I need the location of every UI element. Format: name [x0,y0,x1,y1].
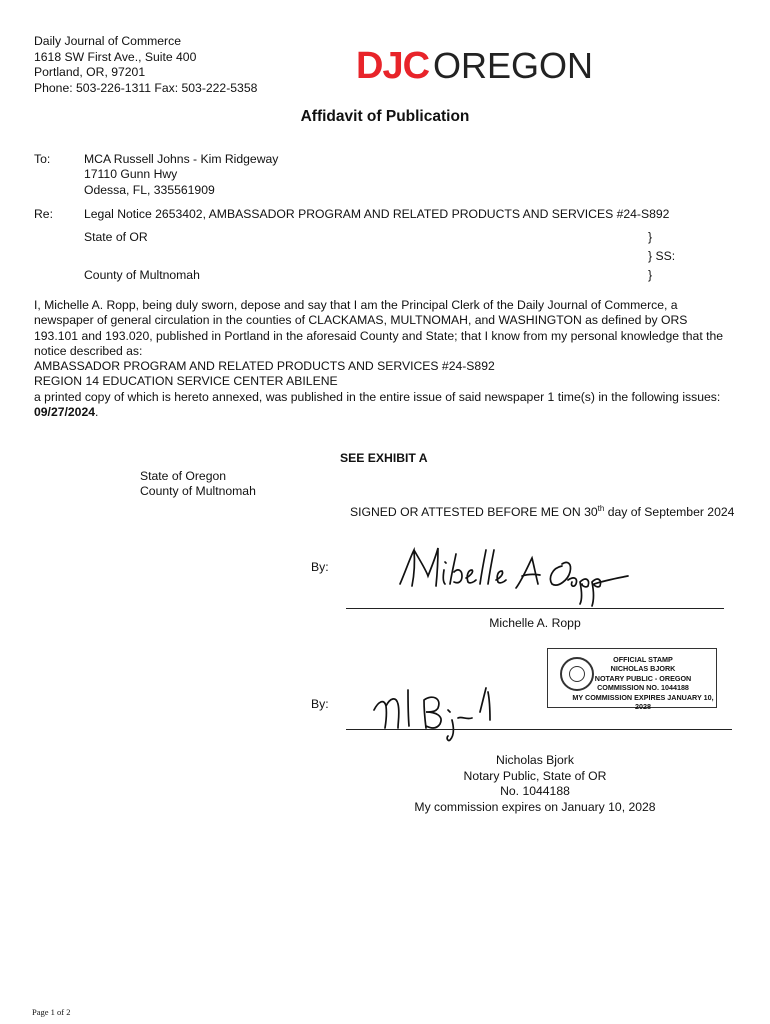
publication-date-suffix: . [95,405,99,420]
recipient-city: Odessa, FL, 335561909 [84,182,215,197]
re-label: Re: [34,207,53,221]
re-text: Legal Notice 2653402, AMBASSADOR PROGRAM AND RELATED PRODUCTS AND SERVICES #24-S892 [84,207,670,221]
notary-signature-line [346,729,732,730]
signer-signature [392,540,642,610]
notary-expiration: My commission expires on January 10, 2028 [414,799,656,814]
recipient-name: MCA Russell Johns - Kim Ridgeway [84,152,279,166]
notary-number: No. 1044188 [500,784,570,799]
exhibit-reference: SEE EXHIBIT A [340,451,428,465]
affidavit-statement: I, Michelle A. Ropp, being duly sworn, depose and say that I am the Principal Clerk of the Daily Journal of Commerce, a newspaper of general circulation in the counties of CLACKAMAS, MULTNOMAH, and WASHINGTON as defined by ORS 193.101 and 193.020, published in Portland in the aforesaid County and State; that I know from my personal knowledge that the notice described as: [34,298,724,358]
stamp-line-3: NOTARY PUBLIC - OREGON [594,673,692,683]
venue-ss: } SS: [648,249,676,263]
stamp-line-5: MY COMMISSION EXPIRES JANUARY 10, 2028 [572,692,714,712]
document-title: Affidavit of Publication [300,108,470,125]
publication-dates [34,405,734,420]
publication-statement: a printed copy of which is hereto annexed, was published in the entire issue of said newspaper 1 time(s) in the following issues: [34,389,721,404]
stamp-line-4: COMMISSION NO. 1044188 [597,683,689,693]
signer-signature-line [346,608,724,609]
jurat-signed-sup: th [597,503,605,513]
venue-brace-top: } [648,230,653,244]
affidavit-body [34,298,734,420]
jurat-venue [140,469,256,500]
page-number: Page 1 of 2 [32,1007,71,1017]
notice-title: AMBASSADOR PROGRAM AND RELATED PRODUCTS AND SERVICES #24-S892 [34,359,495,374]
jurat-signed-line [350,505,734,520]
notary-name: Nicholas Bjork [496,753,574,767]
jurat-signed-pre: SIGNED OR ATTESTED BEFORE ME ON 30 [350,505,598,519]
notary-signature [368,680,518,742]
to-label: To: [34,152,51,166]
recipient-block [84,152,278,198]
djc-oregon-logo [356,45,593,87]
notary-by-label: By: [311,697,329,711]
signer-name: Michelle A. Ropp [489,616,581,630]
venue-state: State of OR [84,230,148,244]
signer-by-label: By: [311,560,329,574]
publisher-name: Daily Journal of Commerce [34,34,181,48]
logo-djc: DJC [356,45,430,87]
stamp-line-1: OFFICIAL STAMP [613,655,673,664]
notary-title: Notary Public, State of OR [463,768,607,783]
phone-fax: Phone: 503-226-1311 Fax: 503-222-5358 [34,80,258,95]
official-stamp [547,648,717,712]
logo-oregon: OREGON [433,45,594,86]
stamp-text [570,655,716,711]
address-line-2: Portland, OR, 97201 [34,65,146,80]
venue-county: County of Multnomah [84,268,200,282]
venue-brace-bottom: } [648,268,653,282]
jurat-signed-post: day of September 2024 [604,505,735,519]
notary-info [380,753,690,815]
address-line-1: 1618 SW First Ave., Suite 400 [34,49,197,64]
jurat-county: County of Multnomah [140,484,256,499]
recipient-street: 17110 Gunn Hwy [84,167,178,182]
publisher-address [34,34,257,96]
publication-date: 09/27/2024 [34,405,95,420]
notice-region: REGION 14 EDUCATION SERVICE CENTER ABILENE [34,374,338,389]
jurat-state: State of Oregon [140,469,227,483]
stamp-line-2: NICHOLAS BJORK [610,664,676,674]
